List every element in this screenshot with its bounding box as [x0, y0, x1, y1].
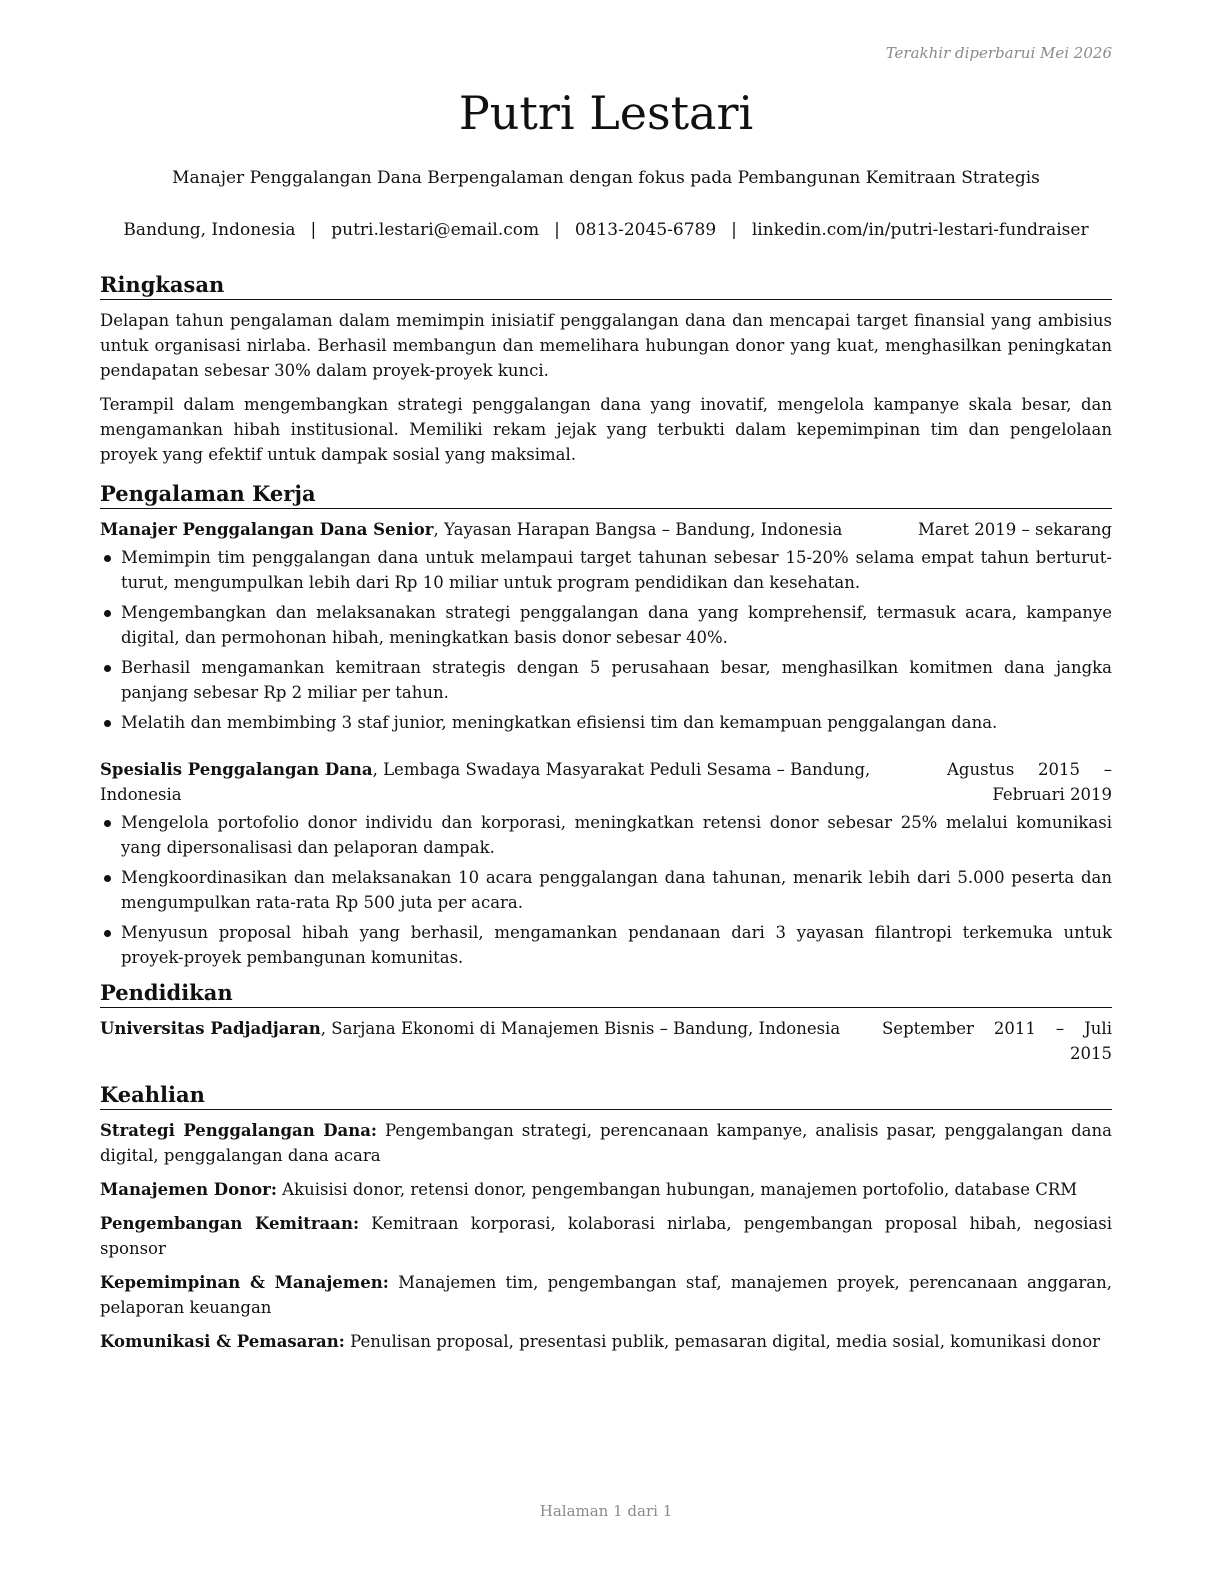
job-header — [100, 517, 1112, 542]
last-updated-note: Terakhir diperbarui Mei 2026 — [885, 44, 1112, 62]
page-footer: Halaman 1 dari 1 — [539, 1502, 673, 1520]
job-title-line — [100, 517, 878, 542]
education-dates: September 2011 – Juli 2015 — [882, 1019, 1112, 1063]
skill-label: Manajemen Donor: — [100, 1180, 277, 1199]
resume-page — [100, 0, 1112, 1584]
job-bullet: Mengembangkan dan melaksanakan strategi penggalangan dana yang komprehensif, termasuk acara, kampanye digital, dan permohonan hibah, meningkatkan basis donor sebesar 40%. — [100, 600, 1112, 650]
job-title-line — [100, 757, 947, 807]
skill-text: Penulisan proposal, presentasi publik, pemasaran digital, media sosial, komunikasi donor — [344, 1332, 1101, 1351]
job-org: , Yayasan Harapan Bangsa – Bandung, Indonesia — [433, 520, 843, 539]
job-entry — [100, 757, 1112, 970]
job-bullet: Menyusun proposal hibah yang berhasil, mengamankan pendanaan dari 3 yayasan filantropi terkemuka untuk proyek-proyek pembangunan komunitas. — [100, 920, 1112, 970]
education-entry — [100, 1016, 1112, 1066]
summary-paragraph: Delapan tahun pengalaman dalam memimpin inisiatif penggalangan dana dan mencapai target finansial yang ambisius untuk organisasi nirlaba. Berhasil membangun dan memelihara hubungan donor yang kuat, menghasilkan peningkatan pendapatan sebesar 30% dalam proyek-proyek kunci. — [100, 311, 1112, 380]
candidate-name: Putri Lestari — [458, 86, 754, 140]
job-bullet: Mengkoordinasikan dan melaksanakan 10 acara penggalangan dana tahunan, menarik lebih dari 5.000 peserta dan mengumpulkan rata-rata Rp 500 juta per acara. — [100, 865, 1112, 915]
skill-text: Manajemen tim, pengembangan staf, manajemen proyek, perencanaan anggaran, pelaporan keuangan — [100, 1273, 1112, 1317]
section-title-summary: Ringkasan — [100, 272, 1112, 300]
skill-item — [100, 1329, 1112, 1354]
education-degree: , Sarjana Ekonomi di Manajemen Bisnis – Bandung, Indonesia — [320, 1019, 841, 1038]
contact-email[interactable]: putri.lestari@email.com — [331, 220, 540, 240]
contact-phone: 0813-2045-6789 — [574, 220, 717, 240]
tagline: Manajer Penggalangan Dana Berpengalaman dengan fokus pada Pembangunan Kemitraan Strategis — [172, 168, 1040, 188]
skill-item — [100, 1177, 1112, 1202]
contact-separator: | — [310, 220, 317, 240]
skill-text: Pengembangan strategi, perencanaan kampanye, analisis pasar, penggalangan dana digital, penggalangan dana acara — [100, 1121, 1112, 1165]
job-bullet: Berhasil mengamankan kemitraan strategis dengan 5 perusahaan besar, menghasilkan komitmen dana jangka panjang sebesar Rp 2 miliar per tahun. — [100, 655, 1112, 705]
education-line — [100, 1016, 882, 1066]
skill-label: Strategi Penggalangan Dana: — [100, 1121, 377, 1140]
skill-text: Kemitraan korporasi, kolaborasi nirlaba, pengembangan proposal hibah, negosiasi sponsor — [100, 1214, 1112, 1258]
skill-item — [100, 1270, 1112, 1320]
contact-linkedin[interactable]: linkedin.com/in/putri-lestari-fundraiser — [751, 220, 1089, 240]
section-title-experience: Pengalaman Kerja — [100, 481, 1112, 509]
skill-label: Kepemimpinan & Manajemen: — [100, 1273, 389, 1292]
job-header — [100, 757, 1112, 807]
summary-paragraph: Terampil dalam mengembangkan strategi penggalangan dana yang inovatif, mengelola kampanye skala besar, dan mengamankan hibah institusional. Memiliki rekam jejak yang terbukti dalam kepemimpinan tim dan pengelolaan proyek yang efektif untuk dampak sosial yang maksimal. — [100, 395, 1112, 464]
job-bullet-list — [100, 810, 1112, 970]
job-org: , Lembaga Swadaya Masyarakat Peduli Sesama – Bandung, Indonesia — [100, 760, 871, 804]
contact-line — [100, 220, 1112, 240]
job-bullet: Mengelola portofolio donor individu dan korporasi, meningkatkan retensi donor sebesar 25% melalui komunikasi yang dipersonalisasi dan pelaporan dampak. — [100, 810, 1112, 860]
skill-text: Akuisisi donor, retensi donor, pengembangan hubungan, manajemen portofolio, database CRM — [276, 1180, 1078, 1199]
contact-separator: | — [554, 220, 560, 240]
job-entry — [100, 517, 1112, 735]
skill-item — [100, 1118, 1112, 1168]
section-title-skills: Keahlian — [100, 1082, 1112, 1110]
contact-location: Bandung, Indonesia — [123, 220, 296, 240]
resume-content — [100, 272, 1112, 1363]
skill-label: Pengembangan Kemitraan: — [100, 1214, 360, 1233]
education-school: Universitas Padjadjaran — [100, 1019, 321, 1038]
section-title-education: Pendidikan — [100, 980, 1112, 1008]
job-role: Spesialis Penggalangan Dana — [100, 760, 373, 779]
skill-label: Komunikasi & Pemasaran: — [100, 1332, 345, 1351]
job-bullet: Memimpin tim penggalangan dana untuk melampaui target tahunan sebesar 15-20% selama empat tahun berturut-turut, mengumpulkan lebih dari Rp 10 miliar untuk program pendidikan dan kesehatan. — [100, 545, 1112, 595]
job-bullet-list — [100, 545, 1112, 735]
job-dates: Maret 2019 – sekarang — [918, 520, 1112, 539]
job-role: Manajer Penggalangan Dana Senior — [100, 520, 434, 539]
skill-item — [100, 1211, 1112, 1261]
contact-separator: | — [731, 220, 737, 240]
job-bullet: Melatih dan membimbing 3 staf junior, meningkatkan efisiensi tim dan kemampuan penggalangan dana. — [100, 710, 1112, 735]
job-dates: Agustus 2015 – Februari 2019 — [947, 760, 1112, 804]
